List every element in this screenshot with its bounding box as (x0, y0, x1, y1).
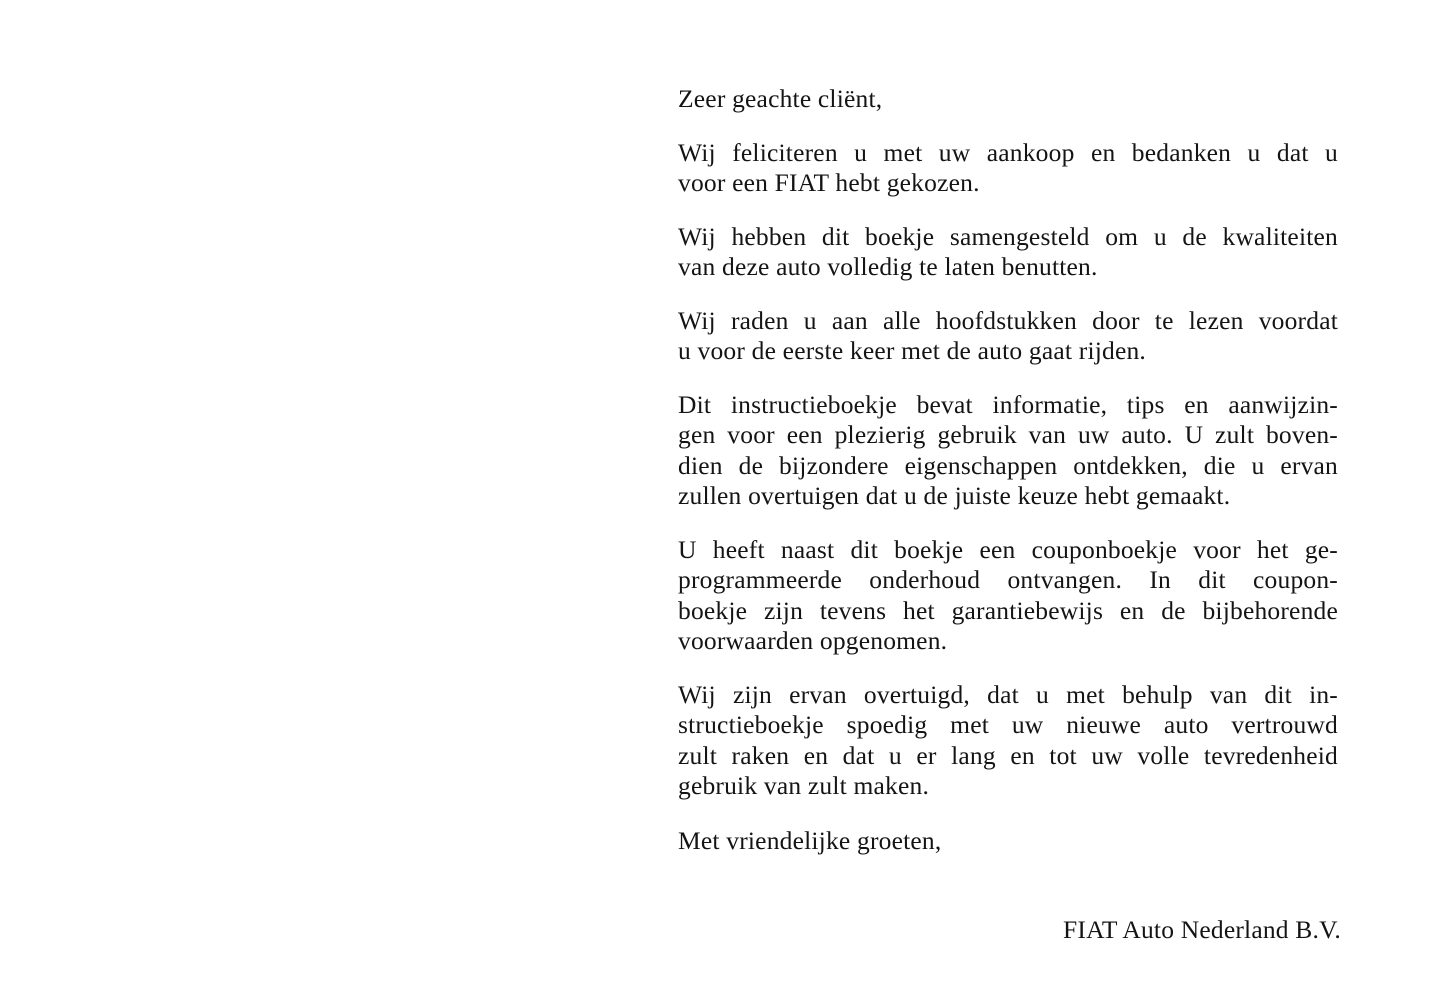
paragraph-line: u voor de eerste keer met de auto gaat rijden. (678, 336, 1147, 365)
paragraph-line: gen voor een plezierig gebruik van uw auto. U zult boven- (678, 420, 1338, 449)
paragraph-line: U heeft naast dit boekje een couponboekje voor het ge- (678, 534, 1338, 564)
paragraph-line: programmeerde onderhoud ontvangen. In dit coupon- (678, 565, 1338, 594)
paragraph-line: gebruik van zult maken. (678, 771, 930, 800)
paragraph-line: Wij raden u aan alle hoofdstukken door te lezen voordat (678, 305, 1338, 335)
paragraph-2 (678, 222, 1338, 283)
letter-body (678, 84, 1338, 825)
paragraph-6 (678, 680, 1338, 802)
closing: Met vriendelijke groeten, (678, 826, 942, 855)
paragraph-line: zult raken en dat u er lang en tot uw volle tevredenheid (678, 740, 1338, 770)
paragraph-line: Wij feliciteren u met uw aankoop en bedanken u dat u (678, 137, 1338, 167)
paragraph-line: van deze auto volledig te laten benutten. (678, 252, 1098, 281)
signature: FIAT Auto Nederland B.V. (1063, 915, 1341, 944)
paragraph-4 (678, 390, 1338, 512)
salutation: Zeer geachte cliënt, (678, 84, 883, 113)
paragraph-line: zullen overtuigen dat u de juiste keuze hebt gemaakt. (678, 481, 1231, 510)
paragraph-line: Dit instructieboekje bevat informatie, tips en aanwijzin- (678, 389, 1338, 419)
paragraph-line: Wij zijn ervan overtuigd, dat u met behulp van dit in- (678, 679, 1338, 709)
paragraph-line: voor een FIAT hebt gekozen. (678, 168, 980, 197)
paragraph-5 (678, 535, 1338, 657)
paragraph-line: structieboekje spoedig met uw nieuwe auto vertrouwd (678, 710, 1338, 739)
paragraph-3 (678, 306, 1338, 367)
paragraph-line: voorwaarden opgenomen. (678, 626, 948, 655)
paragraph-1 (678, 138, 1338, 199)
paragraph-line: dien de bijzondere eigenschappen ontdekken, die u ervan (678, 450, 1338, 480)
paragraph-line: Wij hebben dit boekje samengesteld om u de kwaliteiten (678, 221, 1338, 251)
paragraph-line: boekje zijn tevens het garantiebewijs en de bijbehorende (678, 595, 1338, 625)
